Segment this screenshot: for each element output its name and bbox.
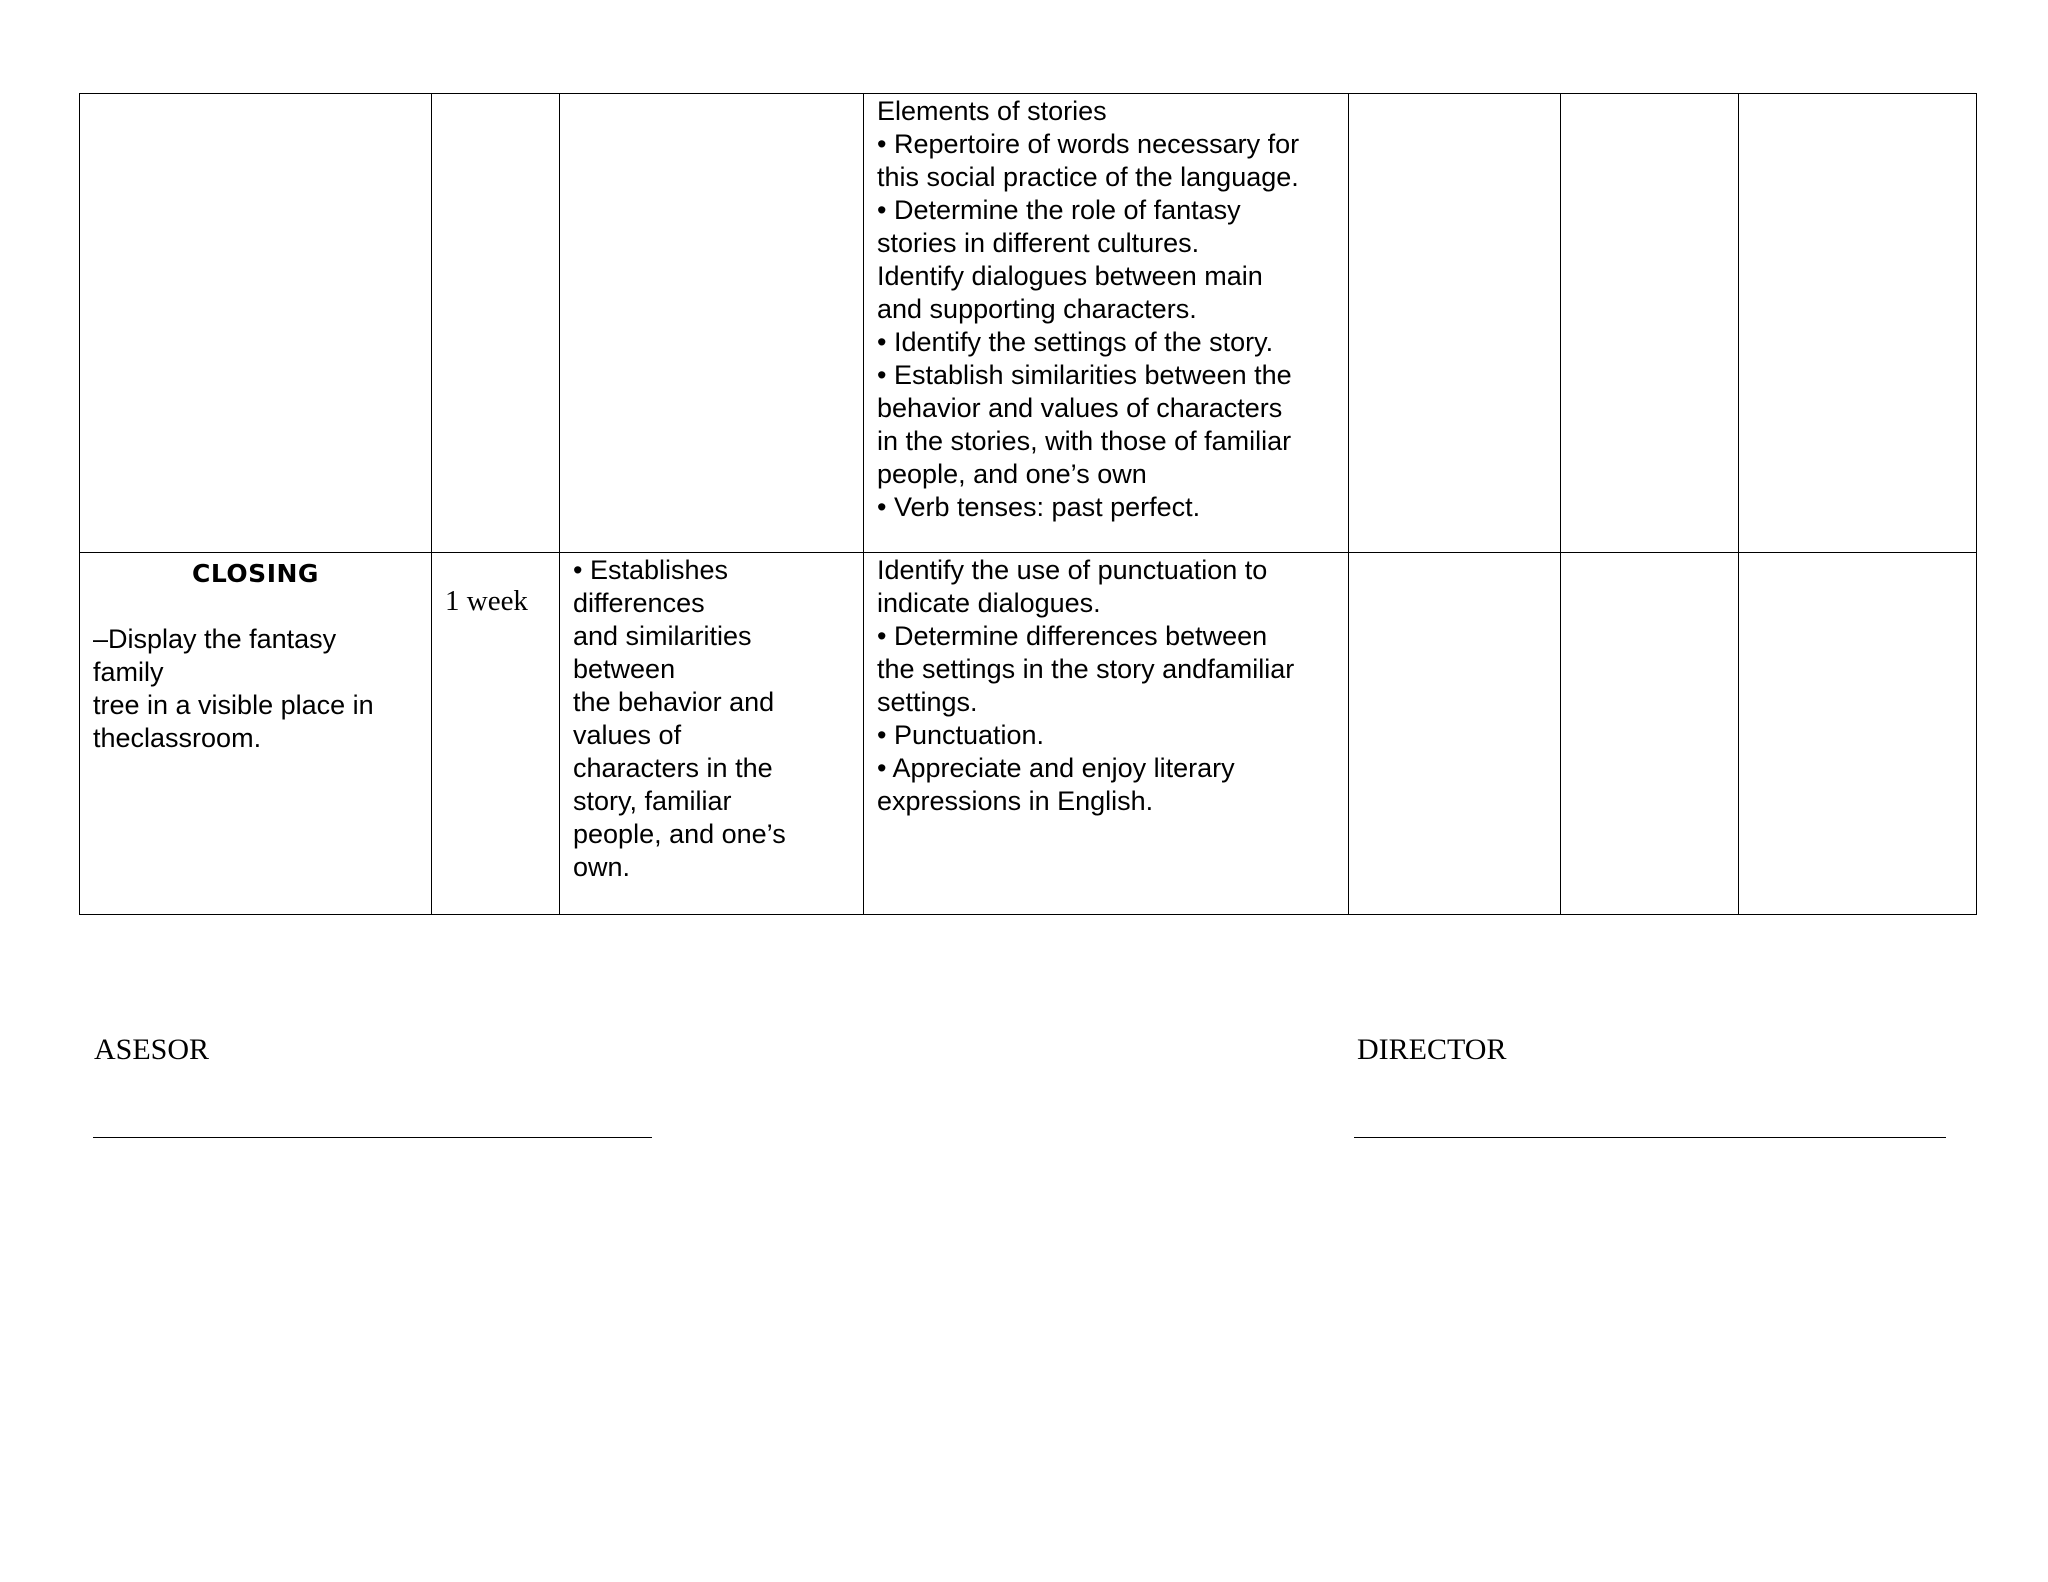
asesor-signature-line <box>93 1137 652 1138</box>
content-line: stories in different cultures. <box>877 228 1200 258</box>
content-cell <box>864 94 1349 553</box>
activity-cell <box>80 553 432 915</box>
activity-cell <box>80 94 432 553</box>
empty-cell <box>1739 94 1977 553</box>
empty-cell <box>1349 94 1561 553</box>
empty-cell <box>1349 553 1561 915</box>
director-signature-line <box>1354 1137 1946 1138</box>
content-line: the settings in the story andfamiliar <box>877 654 1295 684</box>
content-line: in the stories, with those of familiar <box>877 426 1292 456</box>
activity-line: tree in a visible place in <box>93 690 374 720</box>
content-line: • Punctuation. <box>877 720 1045 750</box>
duration-cell <box>432 553 560 915</box>
content-line: • Determine the role of fantasy <box>877 195 1241 225</box>
table-row <box>80 553 1977 915</box>
duration-value: 1 week <box>445 585 528 617</box>
empty-cell <box>1561 94 1739 553</box>
content-line: Elements of stories <box>877 96 1107 126</box>
asesor-label: ASESOR <box>94 1033 210 1066</box>
content-line: people, and one’s own <box>877 459 1147 489</box>
content-line: • Repertoire of words necessary for <box>877 129 1300 159</box>
content-line: • Verb tenses: past perfect. <box>877 492 1201 522</box>
achievement-line: differences <box>573 588 705 618</box>
achievement-line: • Establishes <box>573 555 729 585</box>
achievement-line: between <box>573 654 676 684</box>
content-line: • Establish similarities between the <box>877 360 1292 390</box>
content-line: indicate dialogues. <box>877 588 1101 618</box>
achievement-line: story, familiar <box>573 786 732 816</box>
table-row <box>80 94 1977 553</box>
empty-cell <box>1561 553 1739 915</box>
activity-line: family <box>93 657 164 687</box>
content-line: and supporting characters. <box>877 294 1197 324</box>
empty-cell <box>1739 553 1977 915</box>
achievement-line: the behavior and <box>573 687 775 717</box>
content-line: this social practice of the language. <box>877 162 1299 192</box>
achievement-line: values of <box>573 720 682 750</box>
achievement-cell <box>560 94 864 553</box>
content-line: settings. <box>877 687 978 717</box>
content-line: expressions in English. <box>877 786 1154 816</box>
achievement-line: people, and one’s <box>573 819 786 849</box>
planning-table <box>79 93 1977 915</box>
stage-title: CLOSING <box>192 559 319 588</box>
director-label: DIRECTOR <box>1357 1033 1507 1066</box>
content-line: • Determine differences between <box>877 621 1268 651</box>
content-line: • Identify the settings of the story. <box>877 327 1274 357</box>
content-cell <box>864 553 1349 915</box>
achievement-line: characters in the <box>573 753 773 783</box>
content-line: behavior and values of characters <box>877 393 1283 423</box>
content-line: Identify the use of punctuation to <box>877 555 1268 585</box>
achievement-line: and similarities <box>573 621 752 651</box>
activity-line: theclassroom. <box>93 723 262 753</box>
achievement-cell <box>560 553 864 915</box>
activity-line: –Display the fantasy <box>93 624 337 654</box>
achievement-line: own. <box>573 852 631 882</box>
content-line: • Appreciate and enjoy literary <box>877 753 1235 783</box>
duration-cell <box>432 94 560 553</box>
content-line: Identify dialogues between main <box>877 261 1263 291</box>
